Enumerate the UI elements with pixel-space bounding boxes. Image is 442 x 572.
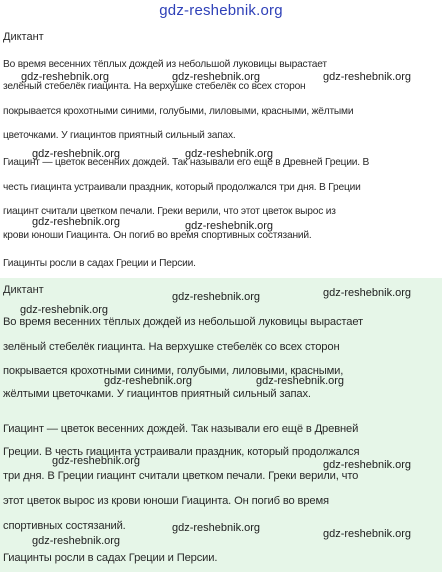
watermark: gdz-reshebnik.org bbox=[21, 71, 110, 83]
text-line: Гиацинты росли в садах Греции и Персии. bbox=[3, 552, 218, 564]
watermark: gdz-reshebnik.org bbox=[172, 522, 261, 534]
watermark: gdz-reshebnik.org bbox=[32, 535, 121, 547]
text-line: этот цветок вырос из крови юноши Гиацинта. Он погиб во время bbox=[3, 495, 329, 507]
text-line: Во время весенних тёплых дождей из небольшой луковицы вырастает bbox=[3, 316, 364, 328]
text-line: покрывается крохотными синими, голубыми, лиловыми, красными, bbox=[3, 365, 344, 377]
text-line: честь гиацинта устраивали праздник, который продолжался три дня. В Греции bbox=[3, 182, 361, 193]
watermark: gdz-reshebnik.org bbox=[32, 148, 121, 160]
watermark: gdz-reshebnik.org bbox=[323, 528, 412, 540]
watermark: gdz-reshebnik.org bbox=[172, 291, 261, 303]
text-line: Гиацинты росли в садах Греции и Персии. bbox=[3, 258, 196, 269]
site-title: gdz-reshebnik.org bbox=[159, 2, 283, 19]
text-line: гиацинт считали цветком печали. Греки верили, что этот цветок вырос из bbox=[3, 206, 336, 217]
text-line: зелёный стебелёк гиацинта. На верхушке стебелёк со всех сторон bbox=[3, 341, 340, 353]
watermark: gdz-reshebnik.org bbox=[172, 71, 261, 83]
text-line: Гиацинт — цветок весенних дождей. Так называли его ещё в Древней Греции. В bbox=[3, 157, 370, 168]
text-line: зелёный стебелёк гиацинта. На верхушке стебелёк со всех сторон bbox=[3, 81, 306, 92]
text-line: Во время весенних тёплых дождей из небольшой луковицы вырастает bbox=[3, 59, 327, 70]
watermark: gdz-reshebnik.org bbox=[185, 220, 274, 232]
text-line: Гиацинт — цветок весенних дождей. Так называли его ещё в Древней bbox=[3, 423, 359, 435]
watermark: gdz-reshebnik.org bbox=[52, 455, 141, 467]
watermark: gdz-reshebnik.org bbox=[104, 375, 193, 387]
section-title: Диктант bbox=[3, 31, 44, 43]
watermark: gdz-reshebnik.org bbox=[20, 304, 109, 316]
text-line: жёлтыми цветочками. У гиацинтов приятный сильный запах. bbox=[3, 388, 311, 400]
watermark: gdz-reshebnik.org bbox=[185, 148, 274, 160]
section-title: Диктант bbox=[3, 284, 44, 296]
watermark: gdz-reshebnik.org bbox=[323, 71, 412, 83]
watermark: gdz-reshebnik.org bbox=[256, 375, 345, 387]
watermark: gdz-reshebnik.org bbox=[323, 459, 412, 471]
watermark: gdz-reshebnik.org bbox=[323, 287, 412, 299]
text-line: спортивных состязаний. bbox=[3, 520, 126, 532]
text-line: Греции. В честь гиацинта устраивали праздник, который продолжался bbox=[3, 446, 360, 458]
watermark: gdz-reshebnik.org bbox=[32, 216, 121, 228]
text-line: крови юноши Гиацинта. Он погиб во время спортивных состязаний. bbox=[3, 230, 312, 241]
text-line: покрывается крохотными синими, голубыми, лиловыми, красными, жёлтыми bbox=[3, 106, 354, 117]
text-line: цветочками. У гиацинтов приятный сильный запах. bbox=[3, 130, 236, 141]
text-line: три дня. В Греции гиацинт считали цветком печали. Греки верили, что bbox=[3, 470, 359, 482]
